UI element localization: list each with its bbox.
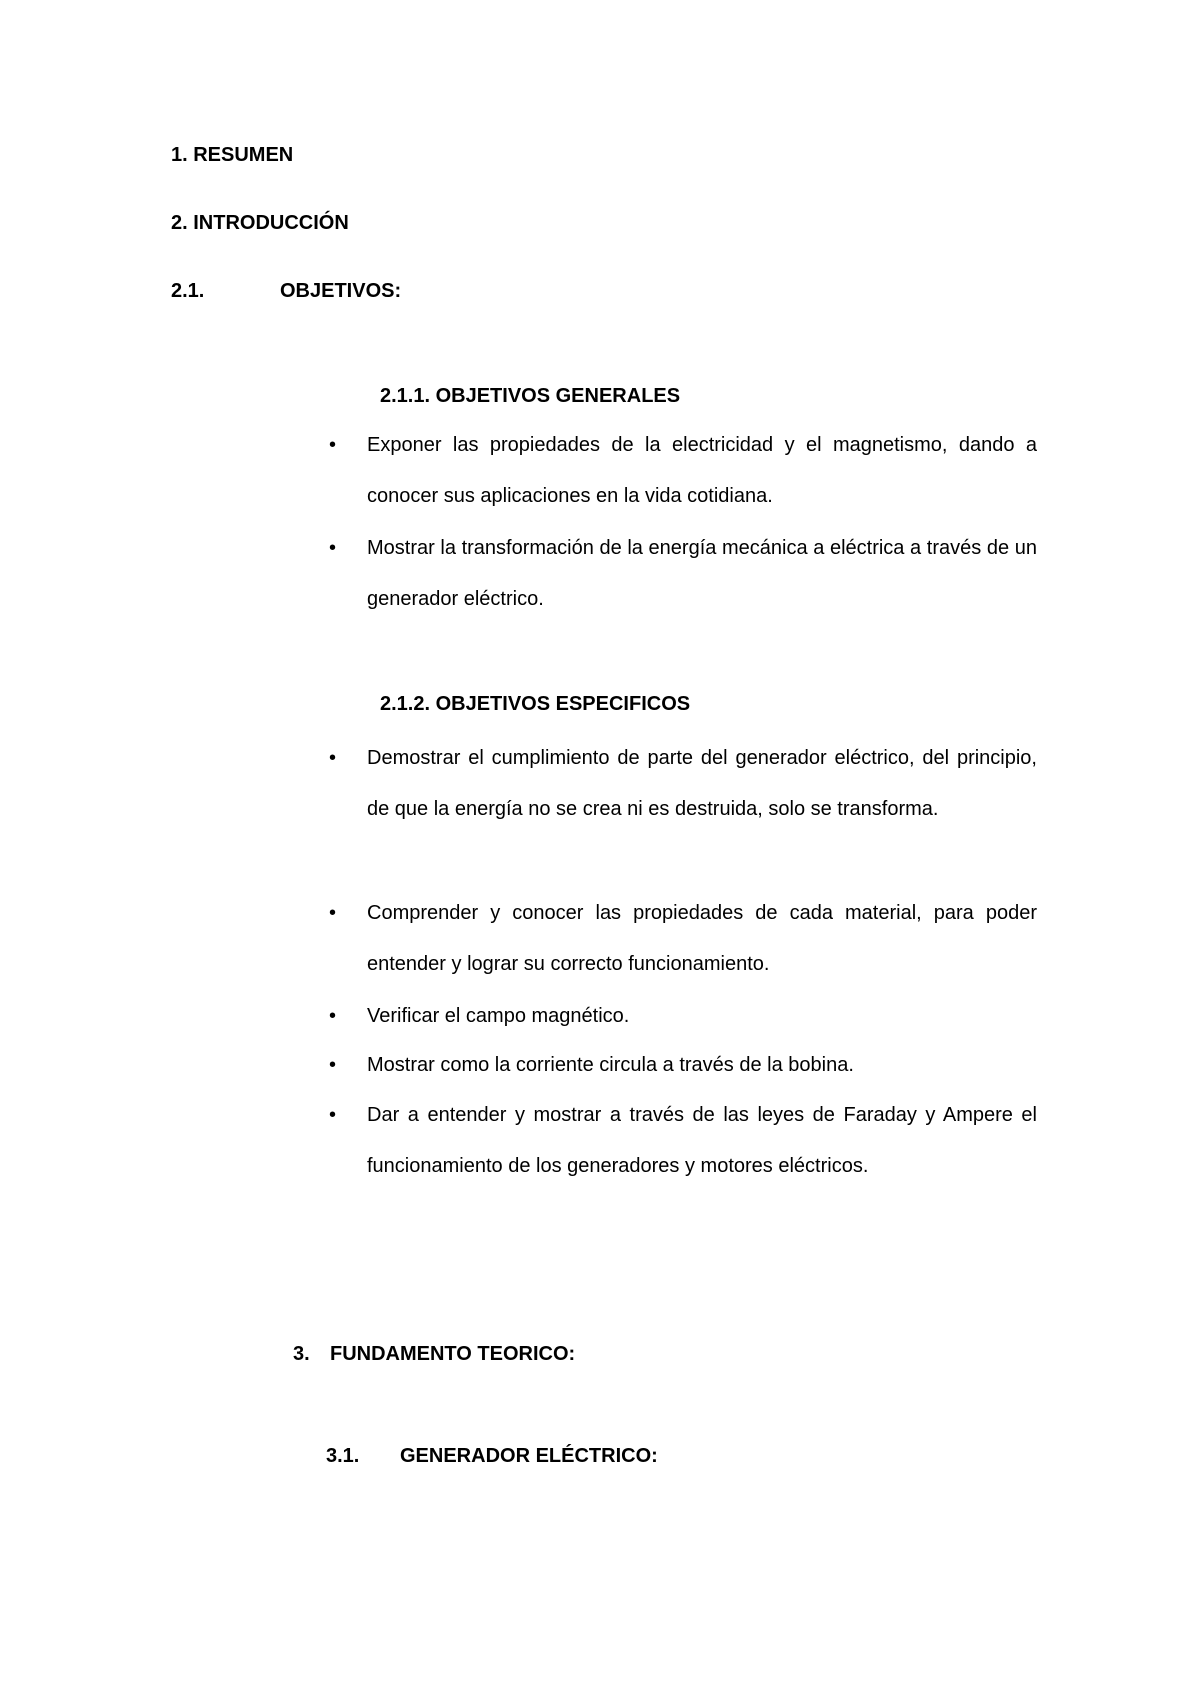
list-item <box>329 420 1037 522</box>
bullet-icon: • <box>329 1005 337 1027</box>
bullet-icon: • <box>329 537 337 559</box>
list-item <box>329 1040 1037 1091</box>
bullet-icon: • <box>329 434 337 456</box>
list-item-text: Demostrar el cumplimiento de parte del generador eléctrico, del principio, de que la energía no se crea ni es destruida, solo se transforma. <box>367 747 1037 820</box>
heading-fundamento-number: 3. <box>293 1343 310 1365</box>
heading-generador-electrico <box>326 1444 658 1468</box>
list-item-text: Dar a entender y mostrar a través de las leyes de Faraday y Ampere el funcionamiento de los generadores y motores eléctricos. <box>367 1104 1037 1177</box>
list-item-text: Exponer las propiedades de la electricidad y el magnetismo, dando a conocer sus aplicaciones en la vida cotidiana. <box>367 434 1037 507</box>
heading-objetivos-especificos: 2.1.2. OBJETIVOS ESPECIFICOS <box>380 693 691 715</box>
list-item <box>329 888 1037 990</box>
bullet-icon: • <box>329 902 337 924</box>
list-item <box>329 523 1037 625</box>
list-item <box>329 991 1037 1042</box>
list-item-text: Verificar el campo magnético. <box>367 1005 630 1027</box>
bullet-icon: • <box>329 747 337 769</box>
list-item-text: Mostrar como la corriente circula a través de la bobina. <box>367 1054 854 1076</box>
list-item <box>329 733 1037 835</box>
bullet-icon: • <box>329 1054 337 1076</box>
heading-resumen: 1. RESUMEN <box>171 144 294 166</box>
list-item-text: Comprender y conocer las propiedades de cada material, para poder entender y lograr su correcto funcionamiento. <box>367 902 1037 975</box>
heading-generador-number: 3.1. <box>326 1445 360 1467</box>
heading-objetivos <box>171 279 402 303</box>
heading-objetivos-generales: 2.1.1. OBJETIVOS GENERALES <box>380 385 681 407</box>
list-item <box>329 1090 1037 1192</box>
heading-introduccion: 2. INTRODUCCIÓN <box>171 212 349 234</box>
heading-generador-label: GENERADOR ELÉCTRICO: <box>400 1445 658 1467</box>
bullet-icon: • <box>329 1104 337 1126</box>
heading-fundamento-teorico <box>293 1342 576 1366</box>
heading-objetivos-label: OBJETIVOS: <box>280 280 402 302</box>
list-item-text: Mostrar la transformación de la energía mecánica a eléctrica a través de un generador eléctrico. <box>367 537 1037 610</box>
heading-fundamento-label: FUNDAMENTO TEORICO: <box>330 1343 576 1365</box>
heading-objetivos-number: 2.1. <box>171 280 205 302</box>
